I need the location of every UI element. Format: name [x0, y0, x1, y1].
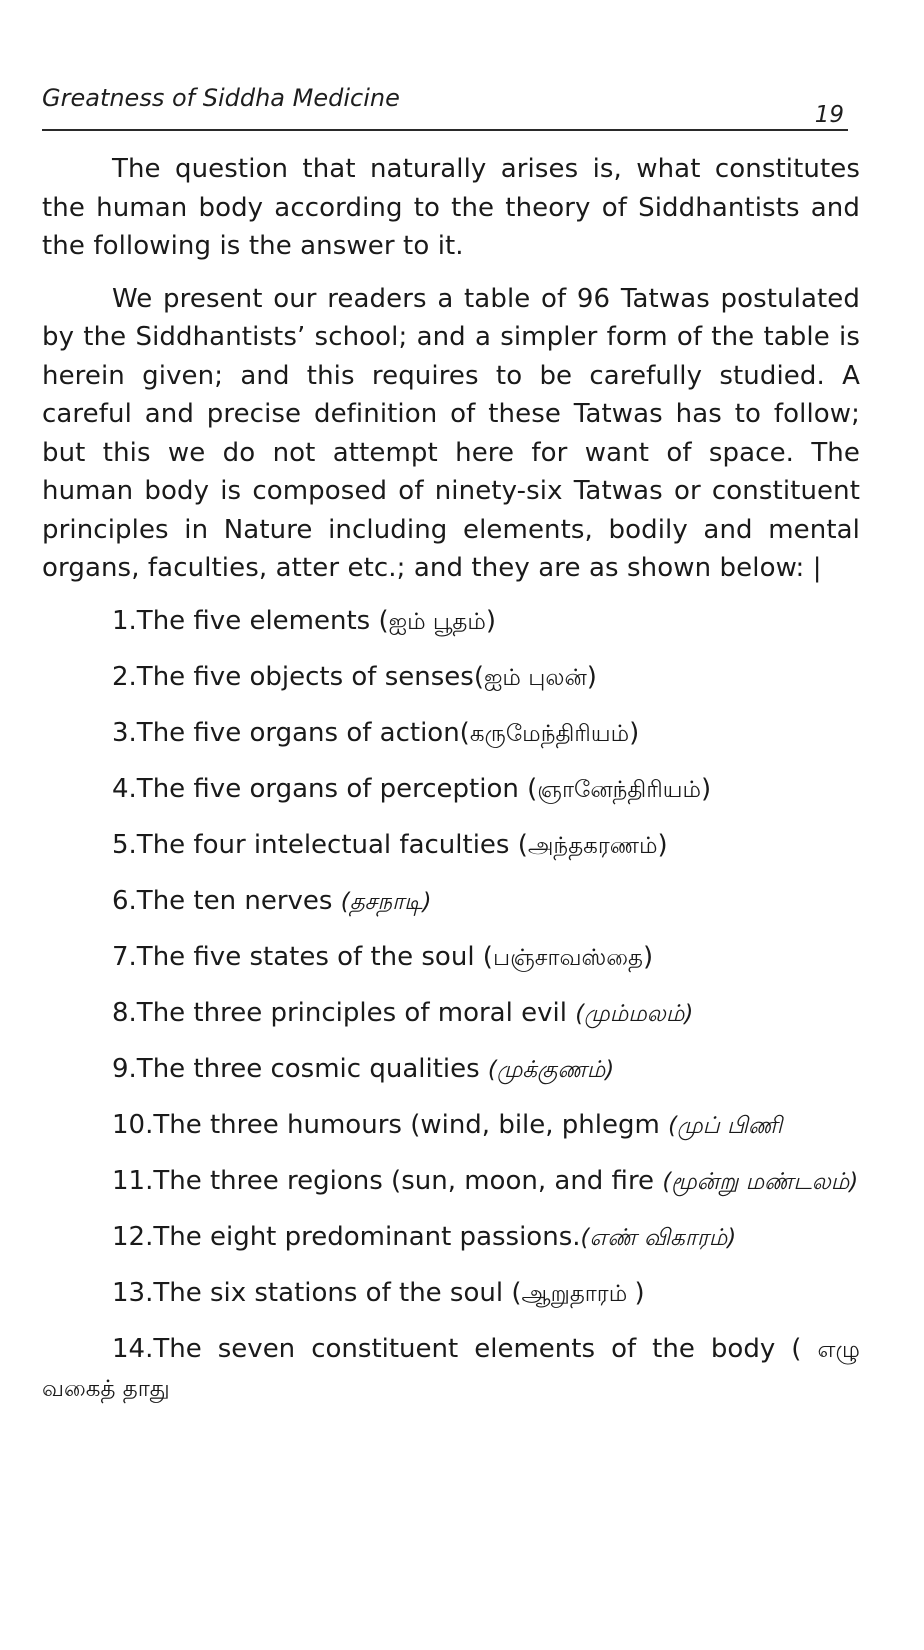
header-rule	[42, 129, 848, 131]
paragraph-question: The question that naturally arises is, what constitutes the human body according to the theory of Siddhantists and the following is the answer to it.	[42, 154, 860, 261]
list-item: 14.The seven constituent elements of the body ( எழு வகைத் தாது	[42, 1333, 860, 1402]
tatwa-list	[42, 602, 860, 1408]
paragraph-tatwas: We present our readers a table of 96 Tatwas postulated by the Siddhantists’ school; and a simpler form of the table is herein given; and this requires to be carefully studied. A careful and precise definition of these Tatwas has to follow; but this we do not attempt here for want of space. The human body is composed of ninety-six Tatwas or constituent principles in Nature including elements, bodily and mental organs, faculties, atter etc.; and they are as shown below: |	[42, 283, 860, 583]
running-title: Greatness of Siddha Medicine	[42, 84, 400, 112]
list-item: 13.The six stations of the soul (ஆறுதாரம் )	[112, 1277, 645, 1308]
list-item: 11.The three regions (sun, moon, and fire (மூன்று மண்டலம்)	[112, 1165, 859, 1196]
list-item: 9.The three cosmic qualities (முக்குணம்)	[112, 1053, 615, 1084]
page-header	[42, 84, 852, 134]
list-item: 4.The five organs of perception (ஞானேந்திரியம்)	[112, 773, 712, 804]
list-item: 2.The five objects of senses(ஐம் புலன்)	[112, 661, 597, 692]
list-item: 1.The five elements (ஐம் பூதம்)	[112, 605, 497, 636]
list-item: 3.The five organs of action(கருமேந்திரியம்)	[112, 717, 640, 748]
page-number: 19	[814, 102, 844, 128]
list-item: 6.The ten nerves (தசநாடி)	[112, 885, 432, 916]
list-item: 5.The four intelectual faculties (அந்தகரணம்)	[112, 829, 668, 860]
page-body	[42, 150, 860, 1425]
list-item: 12.The eight predominant passions.(எண் விகாரம்)	[112, 1221, 737, 1252]
list-item: 8.The three principles of moral evil (மும்மலம்)	[112, 997, 694, 1028]
list-item: 10.The three humours (wind, bile, phlegm (முப் பிணி	[112, 1109, 783, 1140]
list-item: 7.The five states of the soul (பஞ்சாவஸ்தை)	[112, 941, 654, 972]
